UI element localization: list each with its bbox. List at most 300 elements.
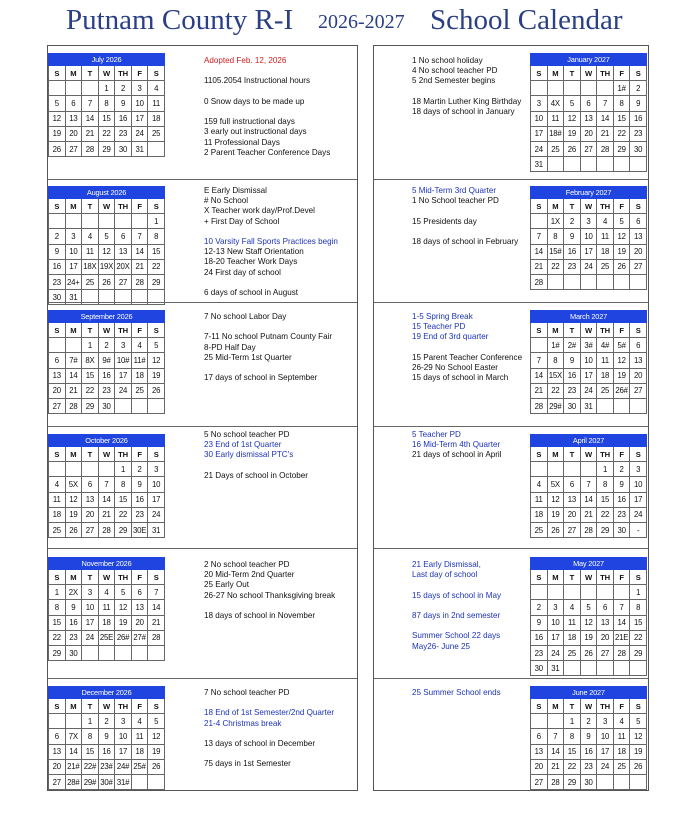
day-cell: 11 [148,96,165,111]
note-spacer [412,343,577,353]
day-cell [49,338,66,353]
day-cell: 22 [547,259,564,274]
day-cell: 18X [82,259,99,274]
week-row [49,259,165,274]
month-name: March 2027 [531,311,647,323]
day-cell: 4 [131,338,148,353]
day-cell: 11 [597,353,614,368]
day-cell: 12 [613,353,630,368]
weekday-header: S [630,570,647,585]
day-cell [630,661,647,676]
day-cell: 10 [115,729,132,744]
day-cell: 10 [65,244,82,259]
day-cell: 17 [148,492,165,507]
day-cell [115,214,132,229]
week-row [531,126,647,141]
month-divider [374,678,648,679]
day-cell: 22 [547,383,564,398]
day-cell: 15 [82,744,99,759]
day-cell: 15 [98,111,115,126]
day-cell: 20 [49,383,66,398]
weekday-header: M [65,570,82,585]
day-cell: 31 [531,157,548,172]
note-line: 18 Martin Luther King Birthday [412,96,522,106]
day-cell: 10 [630,477,647,492]
day-cell [564,661,581,676]
day-cell: 9 [580,729,597,744]
day-cell: 20 [49,759,66,774]
day-cell: 28 [613,645,630,660]
weekday-header: S [630,699,647,714]
week-row [531,462,647,477]
weekday-header: T [564,199,581,214]
note-spacer [412,601,577,611]
weekday-header: S [531,699,548,714]
day-cell: 23 [131,507,148,522]
day-cell: 29 [597,522,614,537]
day-cell: 11 [531,492,548,507]
day-cell: 19 [580,630,597,645]
week-row [531,383,647,398]
day-cell [597,661,614,676]
day-cell: 25 [564,645,581,660]
day-cell: 12 [65,492,82,507]
weekday-header: F [131,447,148,462]
weekday-header: S [49,199,66,214]
day-cell: 20 [580,126,597,141]
weekday-header: M [547,323,564,338]
day-cell: 25E [98,630,115,645]
note-line: 7 No school Labor Day [204,312,287,321]
note-line: 24 First day of school [204,267,281,277]
day-cell: 5# [613,338,630,353]
day-cell: 6 [597,600,614,615]
month-name: July 2026 [49,54,165,66]
day-cell: 19 [547,507,564,522]
weekday-header: M [547,570,564,585]
day-cell: 30 [564,398,581,413]
week-row [531,744,647,759]
day-cell [630,274,647,289]
day-cell: 6 [580,96,597,111]
weekday-header: TH [115,699,132,714]
day-cell: 22 [82,383,99,398]
day-cell: 27 [49,774,66,789]
day-cell: 16 [65,615,82,630]
week-row [49,126,165,141]
day-cell: 14 [613,615,630,630]
day-cell: 27 [531,774,548,789]
weekday-header: S [148,66,165,81]
note-line: 23 End of 1st Quarter [204,440,282,450]
day-cell [65,338,82,353]
day-cell: 18 [613,744,630,759]
day-cell: 5 [564,96,581,111]
day-cell: 17 [580,368,597,383]
week-row [49,214,165,229]
day-cell: 14 [597,111,614,126]
weekday-header: W [98,447,115,462]
day-cell: 17 [115,744,132,759]
day-cell: 21 [82,126,99,141]
month-calendar [48,686,165,790]
day-cell: 29# [547,398,564,413]
day-cell: 11 [82,244,99,259]
month-calendar [48,53,165,157]
day-cell: 30 [98,398,115,413]
month-divider [48,179,357,180]
day-cell: 20 [630,368,647,383]
day-cell: 9 [115,96,132,111]
day-cell: 15X [547,368,564,383]
month-divider [374,302,648,303]
day-cell: 14 [547,744,564,759]
day-cell: 27 [630,383,647,398]
day-cell: 7# [65,353,82,368]
day-cell: 16 [531,630,548,645]
note-line: 16 Mid-Term 4th Quarter [412,440,501,450]
note-line: 25 Early Out [204,580,249,590]
day-cell: 16 [564,244,581,259]
day-cell: 16 [580,744,597,759]
day-cell: 1 [98,81,115,96]
month-divider [48,426,357,427]
day-cell: 25 [613,759,630,774]
day-cell [49,714,66,729]
month-notes [204,312,369,383]
day-cell: 17 [65,259,82,274]
day-cell: 14 [65,368,82,383]
day-cell: 23 [580,759,597,774]
note-line: 26-27 No school Thanksgiving break [204,590,336,600]
weekday-header: M [547,66,564,81]
weekday-header: F [131,570,148,585]
day-cell: 16 [131,492,148,507]
weekday-header: S [630,199,647,214]
day-cell: 27 [597,645,614,660]
day-cell: 24 [547,645,564,660]
day-cell [131,214,148,229]
weekday-header: F [131,699,148,714]
week-row [49,615,165,630]
weekday-header: W [580,570,597,585]
day-cell: 6 [564,477,581,492]
day-cell: 22 [115,507,132,522]
week-row [49,274,165,289]
note-line: 13 days of school in December [204,738,316,748]
month-notes [412,688,577,698]
weekday-header: S [49,699,66,714]
day-cell: 20 [630,244,647,259]
week-row [49,600,165,615]
note-spacer [204,749,369,759]
day-cell: 14 [531,244,548,259]
day-cell: 26 [613,259,630,274]
weekday-header: W [580,447,597,462]
day-cell: 5 [98,229,115,244]
week-row [49,81,165,96]
week-row [531,774,647,789]
day-cell: 20 [597,630,614,645]
day-cell: 15 [49,615,66,630]
day-cell [98,645,115,660]
day-cell: 28 [65,398,82,413]
week-row [531,507,647,522]
note-line: Last day of school [412,570,478,580]
day-cell: 26 [49,141,66,156]
day-cell [49,81,66,96]
note-spacer [412,206,577,216]
day-cell [630,774,647,789]
day-cell: 2 [98,714,115,729]
weekday-header: S [148,570,165,585]
month-notes [204,56,369,158]
day-cell: 30 [580,774,597,789]
note-line: 15 Parent Teacher Conference [412,352,523,362]
day-cell [82,462,99,477]
day-cell [564,274,581,289]
day-cell: 3 [580,214,597,229]
month-notes [412,186,577,247]
day-cell: 13 [65,111,82,126]
day-cell: 25 [49,522,66,537]
note-line: X Teacher work day/Prof.Devel [204,206,315,216]
day-cell: 10 [580,229,597,244]
weekday-header: T [564,570,581,585]
weekday-header: M [65,199,82,214]
day-cell: 8 [597,477,614,492]
day-cell: 29 [49,645,66,660]
day-cell: 22 [613,126,630,141]
day-cell: 31 [131,141,148,156]
day-cell [148,645,165,660]
day-cell: 4 [49,477,66,492]
day-cell: 3 [531,96,548,111]
day-cell: 23 [564,383,581,398]
day-cell: 10 [131,96,148,111]
weekday-header: S [630,66,647,81]
note-line: 18-20 Teacher Work Days [204,257,298,267]
day-cell: 19 [148,744,165,759]
note-spacer [412,87,577,97]
day-cell: 22# [82,759,99,774]
day-cell: 21E [613,630,630,645]
day-cell [65,214,82,229]
day-cell: 30 [65,645,82,660]
day-cell: 23 [531,645,548,660]
day-cell: 29 [630,645,647,660]
day-cell [115,645,132,660]
weekday-header: W [98,570,115,585]
day-cell: 12 [613,229,630,244]
note-spacer [204,461,369,471]
note-line: 0 Snow days to be made up [204,96,305,106]
weekday-header: M [547,199,564,214]
note-line: 11 Professional Days [204,137,280,147]
month-name: October 2026 [49,435,165,447]
note-line: 159 full instructional days [204,117,295,127]
day-cell: 27# [131,630,148,645]
day-cell: 7 [597,96,614,111]
day-cell: 2 [564,214,581,229]
note-spacer [204,87,369,97]
day-cell [547,274,564,289]
note-line: 75 days in 1st Semester [204,759,291,769]
day-cell: 26# [613,383,630,398]
day-cell: 26# [115,630,132,645]
note-line: 12-13 New Staff Orientation [204,247,304,257]
day-cell: 9 [531,615,548,630]
month-notes [204,430,369,481]
day-cell: 29 [148,274,165,289]
day-cell: 13 [630,353,647,368]
day-cell: 11 [564,615,581,630]
note-line: 8-PD Half Day [204,342,256,352]
day-cell: 1 [49,585,66,600]
day-cell: 13 [597,615,614,630]
weekday-header: S [531,66,548,81]
day-cell: 13 [131,600,148,615]
day-cell: 21# [65,759,82,774]
day-cell: 26 [98,274,115,289]
day-cell: 28 [531,274,548,289]
day-cell: 10 [148,477,165,492]
month-divider [48,548,357,549]
day-cell: 30# [98,774,115,789]
week-row [49,645,165,660]
day-cell: 8 [547,229,564,244]
day-cell: 5 [630,714,647,729]
day-cell: 1 [597,462,614,477]
day-cell: 23 [115,126,132,141]
week-row [49,244,165,259]
note-line: 19 End of 3rd quarter [412,332,489,342]
day-cell: 8 [49,600,66,615]
day-cell [82,81,99,96]
day-cell: 18 [531,507,548,522]
weekday-header: TH [115,323,132,338]
day-cell: 15 [115,492,132,507]
weekday-header: S [49,66,66,81]
day-cell [580,585,597,600]
day-cell: 29 [564,774,581,789]
day-cell: 30 [531,661,548,676]
day-cell: 16 [98,744,115,759]
day-cell [115,398,132,413]
weekday-header: W [580,66,597,81]
day-cell: 19 [630,744,647,759]
day-cell: 10 [597,729,614,744]
day-cell: 26 [630,759,647,774]
week-row [531,141,647,156]
day-cell: 5 [148,338,165,353]
day-cell: 5 [148,714,165,729]
day-cell: 5X [65,477,82,492]
day-cell: 30 [49,290,66,305]
day-cell: 15 [597,492,614,507]
day-cell: 9 [49,244,66,259]
day-cell [597,585,614,600]
day-cell: 27 [65,141,82,156]
day-cell: 24 [82,630,99,645]
day-cell: 16 [49,259,66,274]
weekday-header: W [580,199,597,214]
weekday-header: M [547,699,564,714]
month-notes [412,312,577,383]
day-cell: 26 [65,522,82,537]
day-cell: 13 [49,744,66,759]
day-cell: 27 [630,259,647,274]
weekday-header: F [131,66,148,81]
day-cell: 1 [82,338,99,353]
day-cell: 2 [630,81,647,96]
day-cell: 15 [148,244,165,259]
month-name: November 2026 [49,558,165,570]
day-cell: 29 [82,398,99,413]
day-cell: 6 [115,229,132,244]
note-spacer [204,278,369,288]
weekday-header: S [630,447,647,462]
day-cell: 19 [65,507,82,522]
day-cell: 5 [49,96,66,111]
weekday-header: S [49,570,66,585]
day-cell: 17 [531,126,548,141]
note-spacer [204,107,369,117]
day-cell [98,462,115,477]
week-row [531,759,647,774]
day-cell [148,290,165,305]
day-cell: 24 [580,383,597,398]
day-cell [580,274,597,289]
day-cell: 20 [82,507,99,522]
day-cell: 9 [630,96,647,111]
note-spacer [412,580,577,590]
day-cell: 2 [98,338,115,353]
day-cell [613,157,630,172]
month-name: January 2027 [531,54,647,66]
weekday-header: T [564,699,581,714]
weekday-header: F [613,447,630,462]
day-cell: 6 [49,353,66,368]
day-cell [131,290,148,305]
day-cell: 15 [564,744,581,759]
day-cell: 14 [531,368,548,383]
day-cell: 14 [98,492,115,507]
month-divider [374,548,648,549]
day-cell: 4 [564,600,581,615]
day-cell: 6 [630,338,647,353]
note-line: 30 Early dismissal PTC's [204,450,294,460]
day-cell: 8 [148,229,165,244]
day-cell: 6 [65,96,82,111]
note-line: 21 Days of school in October [204,470,308,480]
weekday-header: S [49,323,66,338]
weekday-header: TH [115,199,132,214]
day-cell: 26 [547,522,564,537]
note-line: 17 days of school in September [204,373,318,383]
day-cell: 18 [597,244,614,259]
day-cell: 21 [580,507,597,522]
day-cell: 9 [564,229,581,244]
day-cell [580,462,597,477]
week-row [531,714,647,729]
day-cell: 24 [131,126,148,141]
day-cell: 31 [148,522,165,537]
day-cell: 23 [564,259,581,274]
day-cell: 11 [597,229,614,244]
weekday-header: T [564,66,581,81]
day-cell: 1# [547,338,564,353]
